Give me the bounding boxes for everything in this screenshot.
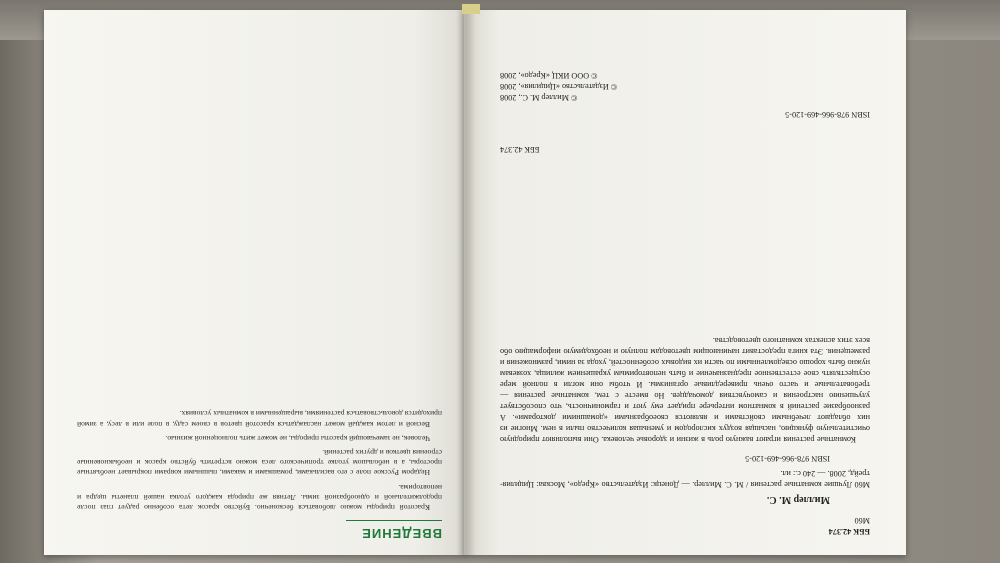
copyright-credo: © ООО ИКЦ «Кредо», 2008 <box>500 71 598 80</box>
copyright-author: © Миллер М. С., 2008 <box>500 93 578 102</box>
isbn-bottom: ISBN 978-966-469-120-5 <box>785 110 870 119</box>
intro-paragraph-3: Человек, не замечающий красоты природы, не может жить полноценной жизнью. <box>165 433 430 443</box>
right-page-content <box>464 10 906 555</box>
annotation-text: Комнатные растения играют важную роль в жизни и здоровье человека. Они выполняют природную очистительную функцию, насыщая воздух кислородом и уменьшая количество пыли в нем. Многие из них обладают лечебными свойствами и являются своеобразными «домашними докторами». А разнообразие растений в комнатном интерьере придает ему уют и гармоничность, что способствует улучшению настроения и самочувствия домочадцев. Но вместе с тем, комнатные растения — требовательные и часто очень привередливые организмы. И чтобы они могли в полной мере осуществлять свое естественное предназначение и быть неповторимым украшением жилища, хозяевам нужно быть хорошо осведомленными по части их видовых особенностей, ухода за ними, размножения и размещения. Эта книга предоставит начинающим цветоводам полную и необходимую информацию обо всех этих аспектах комнатного цветоводства. <box>500 336 870 444</box>
copyright-publisher: © Издательство «Цицилия», 2008 <box>500 82 617 91</box>
bbk-bottom: ББК 42.374 <box>500 145 540 154</box>
left-page-content <box>44 10 466 555</box>
book-gutter <box>456 10 476 555</box>
spine-cloth <box>462 4 480 14</box>
code-top: М60 <box>854 516 870 525</box>
isbn-line: ISBN 978-966-469-120-5 <box>745 454 830 463</box>
intro-paragraph-2: Недаром Русское поле с его васильками, ромашками и маками, пышными коврами покрывает необъятные просторы, а в небольшом уголке тропического леса можно встретить буйство красок и необыкновенные строения цветков и других растений. <box>77 447 442 478</box>
left-page <box>44 10 466 555</box>
intro-paragraph-1: Красотой природы можно любоваться бесконечно. Буйство красок лета особенно радует глаз после продолжительной и однообразной зимы. Летняя же природа каждого уголка нашей планеты щедра и неповторима. <box>77 482 442 512</box>
author-name: Миллер М. С. <box>766 494 830 505</box>
catalog-title: М60 Лучшие комнатные растения / М. С. Миллер. — Донецк: Издательство «Кредо», Москва: Цицилия-трейд, 2008. — 240 с.: ил. <box>500 469 870 489</box>
section-heading: ВВЕДЕНИЕ <box>361 526 442 541</box>
right-page <box>464 10 906 555</box>
intro-paragraph-4: Весной и летом каждый может наслаждаться красотой цветов в своем саду, в поле или в лесу, а зимой приходится довольствоваться растениями, выращенными в комнатных условиях. <box>77 409 442 429</box>
bbk-top: ББК 42.374 <box>828 527 870 536</box>
heading-underline <box>346 520 442 521</box>
open-book <box>44 10 944 558</box>
